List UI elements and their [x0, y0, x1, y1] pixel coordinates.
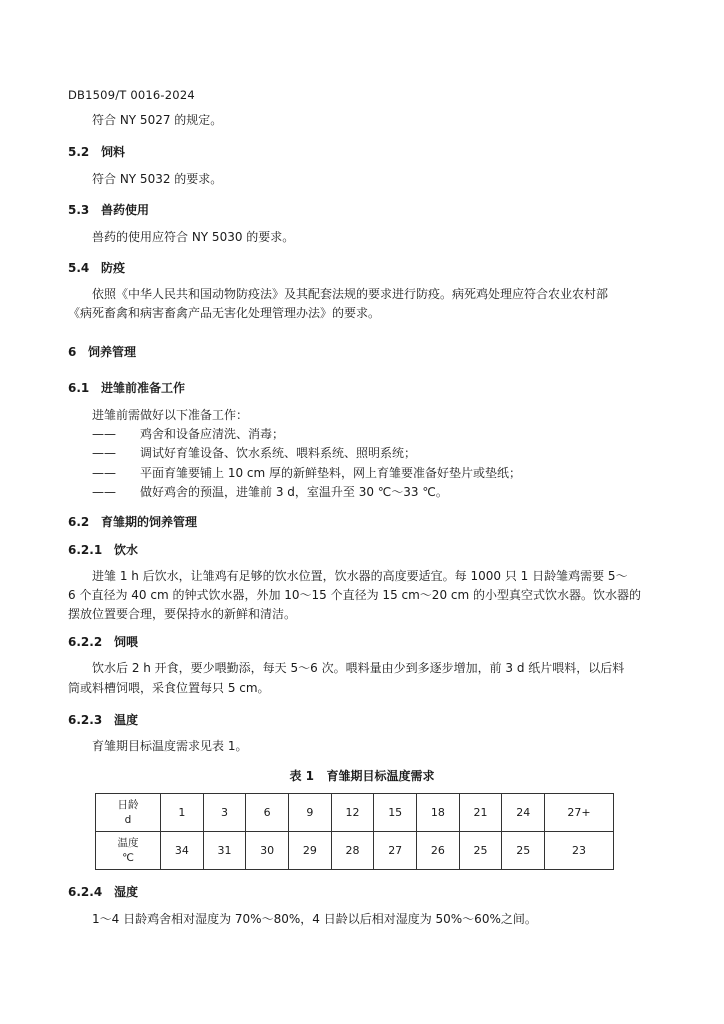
section-heading-6 — [68, 343, 136, 360]
section-heading-6-2-3 — [68, 711, 138, 728]
table-cell: 15 — [374, 794, 417, 832]
section-number: 6.2.1 — [68, 543, 103, 557]
section-number: 6.2.2 — [68, 635, 103, 649]
paragraph-line: 6 个直径为 40 cm 的钟式饮水器，外加 10～15 个直径为 15 cm～20 cm 的小型真空式饮水器。饮水器的 — [68, 588, 641, 602]
dash-marker: —— — [92, 485, 116, 499]
section-title: 温度 — [114, 713, 139, 727]
table-cell: 28 — [331, 832, 374, 870]
table-caption — [0, 767, 724, 784]
table-cell: 6 — [246, 794, 289, 832]
section-heading-5-3 — [68, 201, 149, 218]
section-number: 5.4 — [68, 261, 90, 275]
list-item — [92, 444, 416, 461]
section-title: 饮水 — [114, 543, 139, 557]
section-number: 6.2.3 — [68, 713, 103, 727]
section-number: 5.3 — [68, 203, 90, 217]
section-number: 6 — [68, 345, 77, 359]
paragraph-line: 饮水后 2 h 开食，要少喂勤添，每天 5～6 次。喂料量由少到多逐步增加，前 3 d 纸片喂料，以后料 — [92, 661, 625, 675]
section-heading-6-1 — [68, 379, 185, 396]
list-item-text: 鸡舍和设备应清洗、消毒； — [140, 427, 285, 441]
paragraph: 兽药的使用应符合 NY 5030 的要求。 — [92, 230, 295, 244]
row-header-age — [96, 794, 161, 832]
row-header-label: 日龄 — [117, 798, 139, 811]
list-item-text: 平面育雏要铺上 10 cm 厚的新鲜垫料，网上育雏要准备好垫片或垫纸； — [140, 466, 522, 480]
section-heading-6-2-1 — [68, 541, 138, 558]
section-title: 饲料 — [101, 145, 126, 159]
section-heading-6-2-2 — [68, 633, 138, 650]
table-cell: 25 — [459, 832, 502, 870]
standard-id: DB1509/T 0016-2024 — [68, 88, 195, 102]
table-row-temperature — [96, 832, 614, 870]
section-heading-6-2-4 — [68, 883, 138, 900]
list-item-text: 做好鸡舍的预温，进雏前 3 d，室温升至 30 ℃～33 ℃。 — [140, 485, 448, 499]
table-cell: 30 — [246, 832, 289, 870]
section-heading-5-4 — [68, 259, 125, 276]
table-title: 育雏期目标温度需求 — [326, 769, 435, 783]
paragraph-line: 《病死畜禽和病害畜禽产品无害化处理管理办法》的要求。 — [68, 306, 381, 320]
section-title: 防疫 — [101, 261, 126, 275]
table-row-age — [96, 794, 614, 832]
list-item-text: 调试好育雏设备、饮水系统、喂料系统、照明系统； — [140, 446, 417, 460]
paragraph: 符合 NY 5032 的要求。 — [92, 172, 223, 186]
table-cell: 34 — [161, 832, 204, 870]
section-title: 饲养管理 — [88, 345, 137, 359]
dash-marker: —— — [92, 446, 116, 460]
table-cell: 9 — [289, 794, 332, 832]
section-heading-6-2 — [68, 513, 197, 530]
section-title: 湿度 — [114, 885, 139, 899]
table-cell: 18 — [417, 794, 460, 832]
section-number: 6.2.4 — [68, 885, 103, 899]
table-number: 表 1 — [289, 769, 314, 783]
row-header-unit: d — [124, 813, 132, 826]
table-cell: 1 — [161, 794, 204, 832]
section-number: 6.2 — [68, 515, 90, 529]
table-cell: 23 — [545, 832, 614, 870]
paragraph-line: 筒或料槽饲喂，采食位置每只 5 cm。 — [68, 681, 270, 695]
table-cell: 24 — [502, 794, 545, 832]
dash-marker: —— — [92, 427, 116, 441]
row-header-temperature — [96, 832, 161, 870]
table-cell: 27+ — [545, 794, 614, 832]
table-cell: 25 — [502, 832, 545, 870]
dash-marker: —— — [92, 466, 116, 480]
list-item — [92, 425, 284, 442]
paragraph-line: 依照《中华人民共和国动物防疫法》及其配套法规的要求进行防疫。病死鸡处理应符合农业农村部 — [92, 287, 609, 301]
table-cell: 21 — [459, 794, 502, 832]
section-number: 6.1 — [68, 381, 90, 395]
section-title: 进雏前准备工作 — [101, 381, 186, 395]
list-item — [92, 483, 448, 500]
table-cell: 3 — [203, 794, 246, 832]
row-header-unit: ℃ — [122, 851, 134, 864]
row-header-label: 温度 — [117, 836, 139, 849]
table-cell: 12 — [331, 794, 374, 832]
list-item — [92, 464, 521, 481]
table-cell: 29 — [289, 832, 332, 870]
paragraph: 进雏前需做好以下准备工作： — [92, 408, 249, 422]
table-cell: 31 — [203, 832, 246, 870]
temperature-table — [95, 793, 614, 870]
paragraph-line: 摆放位置要合理，要保持水的新鲜和清洁。 — [68, 607, 297, 621]
section-title: 育雏期的饲养管理 — [101, 515, 198, 529]
table-cell: 27 — [374, 832, 417, 870]
section-title: 兽药使用 — [101, 203, 150, 217]
paragraph: 育雏期目标温度需求见表 1。 — [92, 739, 248, 753]
paragraph: 1～4 日龄鸡舍相对湿度为 70%～80%，4 日龄以后相对湿度为 50%～60%之间。 — [92, 912, 537, 926]
section-number: 5.2 — [68, 145, 90, 159]
section-heading-5-2 — [68, 143, 125, 160]
paragraph-line: 进雏 1 h 后饮水，让雏鸡有足够的饮水位置，饮水器的高度要适宜。每 1000 只 1 日龄雏鸡需要 5～ — [92, 569, 628, 583]
section-title: 饲喂 — [114, 635, 139, 649]
paragraph: 符合 NY 5027 的规定。 — [92, 113, 223, 127]
table-cell: 26 — [417, 832, 460, 870]
